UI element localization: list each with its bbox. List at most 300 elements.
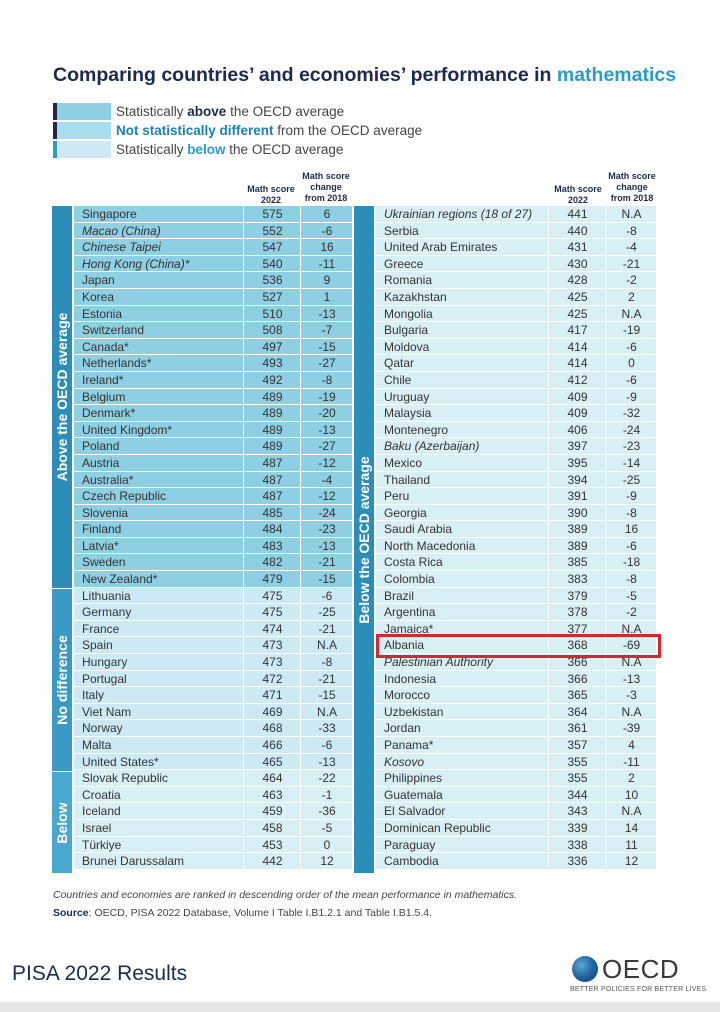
- score-change: 4: [605, 737, 657, 753]
- math-score: 442: [243, 853, 301, 869]
- source-line: Source: OECD, PISA 2022 Database, Volume I Table I.B1.2.1 and Table I.B1.5.4.: [53, 907, 433, 919]
- albania-highlight-box: [376, 634, 661, 658]
- table-row: [74, 637, 352, 654]
- score-change: -13: [300, 754, 353, 770]
- math-score: 475: [243, 588, 301, 604]
- legend-swatch-nodiff: [53, 122, 111, 139]
- table-row: [376, 223, 656, 240]
- score-change: -12: [300, 488, 353, 504]
- score-change: -6: [605, 339, 657, 355]
- math-score: 366: [548, 654, 606, 670]
- country-name: Uzbekistan: [384, 704, 444, 719]
- table-row: [376, 820, 656, 837]
- country-name: Ireland*: [82, 372, 124, 387]
- country-name: Bulgaria: [384, 323, 429, 338]
- score-change: 0: [605, 355, 657, 371]
- math-score: 575: [243, 206, 301, 222]
- table-row: [74, 389, 352, 406]
- country-name: Jamaica*: [384, 621, 434, 636]
- math-score: 441: [548, 206, 606, 222]
- math-score: 428: [548, 272, 606, 288]
- math-score: 484: [243, 521, 301, 537]
- table-row: [74, 488, 352, 505]
- score-change: -24: [300, 505, 353, 521]
- legend-swatch-below: [53, 141, 111, 158]
- table-row: [376, 289, 656, 306]
- country-name: Canada*: [82, 339, 129, 354]
- table-row: [376, 455, 656, 472]
- score-change: -21: [300, 621, 353, 637]
- table-row: [74, 571, 352, 588]
- country-name: Hungary: [82, 655, 128, 670]
- table-row: [74, 289, 352, 306]
- country-name: Sweden: [82, 555, 126, 570]
- score-change: -15: [300, 571, 353, 587]
- math-score: 414: [548, 339, 606, 355]
- country-name: Peru: [384, 489, 410, 504]
- page-title: [53, 64, 676, 87]
- table-row: [74, 538, 352, 555]
- country-name: Belgium: [82, 389, 126, 404]
- country-name: Argentina: [384, 605, 436, 620]
- band-below-right: Below the OECD average: [354, 206, 374, 873]
- math-score: 338: [548, 837, 606, 853]
- country-name: Romania: [384, 273, 433, 288]
- table-row: [376, 355, 656, 372]
- math-score: 361: [548, 720, 606, 736]
- math-score: 425: [548, 289, 606, 305]
- math-score: 336: [548, 853, 606, 869]
- table-row: [376, 372, 656, 389]
- math-score: 395: [548, 455, 606, 471]
- country-name: Slovenia: [82, 505, 129, 520]
- table-row: [74, 339, 352, 356]
- table-row: [376, 588, 656, 605]
- country-name: Cambodia: [384, 854, 439, 869]
- math-score: 473: [243, 654, 301, 670]
- country-name: Denmark*: [82, 406, 136, 421]
- math-score: 479: [243, 571, 301, 587]
- score-change: 11: [605, 837, 657, 853]
- score-change: 2: [605, 770, 657, 786]
- math-score: 487: [243, 488, 301, 504]
- country-name: France: [82, 621, 120, 636]
- country-name: Iceland: [82, 804, 121, 819]
- country-name: Indonesia: [384, 671, 437, 686]
- country-name: Dominican Republic: [384, 820, 491, 835]
- math-score: 344: [548, 787, 606, 803]
- table-row: [74, 455, 352, 472]
- math-score: 417: [548, 322, 606, 338]
- score-change: -12: [300, 455, 353, 471]
- score-change: -13: [300, 422, 353, 438]
- country-name: Viet Nam: [82, 704, 132, 719]
- score-change: -13: [300, 538, 353, 554]
- math-score: 425: [548, 306, 606, 322]
- math-score: 389: [548, 521, 606, 537]
- score-change: N.A: [605, 803, 657, 819]
- score-change: -23: [300, 521, 353, 537]
- table-row: [376, 206, 656, 223]
- score-change: -13: [605, 671, 657, 687]
- score-change: -15: [300, 687, 353, 703]
- math-score: 489: [243, 389, 301, 405]
- math-score: 389: [548, 538, 606, 554]
- score-change: -3: [605, 687, 657, 703]
- country-name: Brazil: [384, 588, 415, 603]
- country-name: United States*: [82, 754, 159, 769]
- math-score: 487: [243, 455, 301, 471]
- math-score: 355: [548, 770, 606, 786]
- math-score: 406: [548, 422, 606, 438]
- country-name: Philippines: [384, 771, 443, 786]
- table-row: [376, 571, 656, 588]
- table-row: [74, 554, 352, 571]
- table-row: [74, 720, 352, 737]
- country-name: Israel: [82, 820, 112, 835]
- math-score: 485: [243, 505, 301, 521]
- table-row: [376, 521, 656, 538]
- score-change: 14: [605, 820, 657, 836]
- band-no-difference: No difference: [52, 589, 72, 771]
- country-name: Chile: [384, 372, 412, 387]
- country-name: Slovak Republic: [82, 771, 169, 786]
- country-name: Poland: [82, 439, 120, 454]
- table-row: [74, 223, 352, 240]
- country-name: Chinese Taipei: [82, 240, 161, 255]
- table-row: [376, 488, 656, 505]
- table-row: [74, 505, 352, 522]
- table-row: [376, 704, 656, 721]
- math-score: 379: [548, 588, 606, 604]
- country-name: Lithuania: [82, 588, 131, 603]
- score-change: -18: [605, 554, 657, 570]
- score-change: -9: [605, 488, 657, 504]
- score-change: 1: [300, 289, 353, 305]
- country-name: Costa Rica: [384, 555, 443, 570]
- math-score: 483: [243, 538, 301, 554]
- math-score: 391: [548, 488, 606, 504]
- table-row: [376, 306, 656, 323]
- table-row: [376, 770, 656, 787]
- band-above: Above the OECD average: [52, 206, 72, 588]
- title-text: Comparing countries’ and economies’ performance in: [53, 64, 557, 86]
- math-score: 547: [243, 239, 301, 255]
- score-change: 12: [605, 853, 657, 869]
- math-score: 357: [548, 737, 606, 753]
- math-score: 493: [243, 355, 301, 371]
- score-change: -21: [300, 554, 353, 570]
- oecd-logo: [570, 954, 710, 996]
- score-change: -25: [300, 604, 353, 620]
- math-score: 510: [243, 306, 301, 322]
- country-name: Serbia: [384, 223, 419, 238]
- table-row: [376, 687, 656, 704]
- footer-title: PISA 2022 Results: [12, 962, 188, 985]
- table-row: [74, 405, 352, 422]
- math-score: 469: [243, 704, 301, 720]
- score-change: 16: [605, 521, 657, 537]
- country-name: Hong Kong (China)*: [82, 256, 190, 271]
- math-score: 540: [243, 256, 301, 272]
- math-score: 365: [548, 687, 606, 703]
- country-name: Finland: [82, 522, 122, 537]
- score-change: -8: [605, 571, 657, 587]
- legend-no-difference: Not statistically different from the OECD average: [53, 122, 473, 139]
- country-name: Ukrainian regions (18 of 27): [384, 207, 533, 221]
- score-change: -15: [300, 339, 353, 355]
- table-row: [74, 322, 352, 339]
- math-score: 475: [243, 604, 301, 620]
- score-change: -2: [605, 272, 657, 288]
- score-change: 10: [605, 787, 657, 803]
- score-change: -19: [605, 322, 657, 338]
- score-change: N.A: [605, 206, 657, 222]
- score-change: -5: [300, 820, 353, 836]
- math-score: 409: [548, 405, 606, 421]
- country-name: Japan: [82, 273, 115, 288]
- table-row: [376, 472, 656, 489]
- country-name: Spain: [82, 638, 113, 653]
- band-below: Below: [52, 772, 72, 873]
- table-row: [376, 256, 656, 273]
- country-name: Saudi Arabia: [384, 522, 453, 537]
- score-change: -33: [300, 720, 353, 736]
- country-name: Thailand: [384, 472, 431, 487]
- math-score: 482: [243, 554, 301, 570]
- table-row: [376, 272, 656, 289]
- country-name: Mongolia: [384, 306, 433, 321]
- score-change: -4: [605, 239, 657, 255]
- score-change: -6: [300, 737, 353, 753]
- score-change: N.A: [300, 704, 353, 720]
- table-row: [376, 339, 656, 356]
- country-name: New Zealand*: [82, 572, 158, 587]
- country-name: Albania: [384, 638, 425, 653]
- table-row: [376, 720, 656, 737]
- table-row: [74, 737, 352, 754]
- country-name: Georgia: [384, 505, 427, 520]
- table-row: [376, 554, 656, 571]
- math-score: 368: [548, 637, 606, 653]
- score-change: -8: [605, 505, 657, 521]
- math-score: 409: [548, 389, 606, 405]
- score-change: -8: [605, 223, 657, 239]
- table-row: [74, 372, 352, 389]
- math-score: 459: [243, 803, 301, 819]
- country-name: Netherlands*: [82, 356, 152, 371]
- country-name: Korea: [82, 289, 115, 304]
- table-row: [74, 654, 352, 671]
- country-name: Austria: [82, 455, 120, 470]
- country-name: Kazakhstan: [384, 289, 447, 304]
- header-score-right: Math score 2022: [554, 184, 602, 205]
- oecd-tagline: BETTER POLICIES FOR BETTER LIVES: [570, 986, 707, 993]
- country-name: Qatar: [384, 356, 415, 371]
- score-change: -27: [300, 438, 353, 454]
- table-row: [376, 837, 656, 854]
- table-row: [376, 505, 656, 522]
- score-change: N.A: [605, 621, 657, 637]
- math-score: 527: [243, 289, 301, 305]
- country-name: El Salvador: [384, 804, 446, 819]
- country-name: Palestinian Authority: [384, 655, 493, 670]
- header-score-left: Math score 2022: [247, 184, 295, 205]
- score-change: -39: [605, 720, 657, 736]
- math-score: 474: [243, 621, 301, 637]
- country-name: Singapore: [82, 207, 137, 221]
- table-row: [74, 472, 352, 489]
- score-change: -11: [300, 256, 353, 272]
- table-row: [376, 754, 656, 771]
- score-change: -6: [605, 538, 657, 554]
- score-change: -9: [605, 389, 657, 405]
- score-change: N.A: [605, 306, 657, 322]
- country-name: Estonia: [82, 306, 123, 321]
- table-row: [74, 272, 352, 289]
- score-change: 16: [300, 239, 353, 255]
- country-name: Macao (China): [82, 223, 161, 238]
- math-score: 536: [243, 272, 301, 288]
- legend-below: Statistically below the OECD average: [53, 141, 473, 158]
- math-score: 497: [243, 339, 301, 355]
- country-name: Brunei Darussalam: [82, 854, 185, 869]
- math-score: 463: [243, 787, 301, 803]
- score-change: -6: [300, 588, 353, 604]
- math-score: 397: [548, 438, 606, 454]
- table-row: [376, 853, 656, 870]
- footnote: Countries and economies are ranked in descending order of the mean performance in mathematics.: [53, 889, 518, 901]
- country-name: Guatemala: [384, 787, 443, 802]
- table-row: [74, 770, 352, 787]
- table-row: [74, 820, 352, 837]
- score-change: -23: [605, 438, 657, 454]
- country-name: United Kingdom*: [82, 422, 173, 437]
- math-score: 366: [548, 671, 606, 687]
- country-name: North Macedonia: [384, 538, 476, 553]
- math-score: 412: [548, 372, 606, 388]
- score-change: 9: [300, 272, 353, 288]
- country-name: United Arab Emirates: [384, 240, 498, 255]
- math-score: 390: [548, 505, 606, 521]
- score-change: 2: [605, 289, 657, 305]
- score-change: -24: [605, 422, 657, 438]
- table-row: [74, 754, 352, 771]
- math-score: 464: [243, 770, 301, 786]
- table-row: [74, 306, 352, 323]
- score-change: N.A: [605, 654, 657, 670]
- country-name: Croatia: [82, 787, 121, 802]
- table-row: [74, 239, 352, 256]
- math-score: 430: [548, 256, 606, 272]
- country-name: Malta: [82, 738, 112, 752]
- math-score: 487: [243, 472, 301, 488]
- country-name: Panama*: [384, 738, 434, 752]
- score-change: -13: [300, 306, 353, 322]
- table-row: [74, 704, 352, 721]
- table-row: [74, 355, 352, 372]
- country-name: Australia*: [82, 472, 134, 487]
- score-change: -2: [605, 604, 657, 620]
- header-change-right: Math score change from 2018: [608, 171, 656, 203]
- table-row: [74, 787, 352, 804]
- table-row: [74, 853, 352, 870]
- math-score: 440: [548, 223, 606, 239]
- table-row: [376, 671, 656, 688]
- country-name: Jordan: [384, 721, 421, 736]
- country-name: Mexico: [384, 455, 423, 470]
- math-score: 414: [548, 355, 606, 371]
- math-score: 378: [548, 604, 606, 620]
- math-score: 394: [548, 472, 606, 488]
- score-change: -32: [605, 405, 657, 421]
- math-score: 364: [548, 704, 606, 720]
- math-score: 355: [548, 754, 606, 770]
- country-name: Moldova: [384, 339, 430, 354]
- table-row: [74, 604, 352, 621]
- math-score: 466: [243, 737, 301, 753]
- table-row: [74, 588, 352, 605]
- math-score: 489: [243, 405, 301, 421]
- score-change: N.A: [605, 704, 657, 720]
- country-name: Paraguay: [384, 837, 436, 852]
- score-change: -27: [300, 355, 353, 371]
- table-row: [376, 803, 656, 820]
- oecd-logo-text: OECD: [602, 954, 680, 984]
- legend-above: Statistically above the OECD average: [53, 103, 473, 120]
- table-row: [74, 687, 352, 704]
- score-change: -19: [300, 389, 353, 405]
- score-change: -8: [300, 372, 353, 388]
- table-row: [376, 438, 656, 455]
- score-change: -14: [605, 455, 657, 471]
- score-change: -21: [300, 671, 353, 687]
- table-row: [74, 438, 352, 455]
- score-change: -11: [605, 754, 657, 770]
- math-score: 377: [548, 621, 606, 637]
- bottom-bar: [0, 1002, 720, 1012]
- score-change: -6: [300, 223, 353, 239]
- country-name: Norway: [82, 721, 123, 736]
- table-row: [376, 322, 656, 339]
- score-change: -69: [605, 637, 657, 653]
- score-change: -36: [300, 803, 353, 819]
- score-change: -7: [300, 322, 353, 338]
- math-score: 431: [548, 239, 606, 255]
- math-score: 552: [243, 223, 301, 239]
- score-change: -25: [605, 472, 657, 488]
- country-name: Türkiye: [82, 837, 122, 852]
- math-score: 343: [548, 803, 606, 819]
- table-row: [376, 239, 656, 256]
- math-score: 473: [243, 637, 301, 653]
- score-change: -20: [300, 405, 353, 421]
- country-name: Latvia*: [82, 538, 119, 553]
- math-score: 458: [243, 820, 301, 836]
- score-change: -1: [300, 787, 353, 803]
- table-row: [74, 837, 352, 854]
- country-name: Portugal: [82, 671, 127, 686]
- score-change: -21: [605, 256, 657, 272]
- country-name: Malaysia: [384, 406, 432, 421]
- math-score: 339: [548, 820, 606, 836]
- legend-swatch-above: [53, 103, 111, 120]
- score-change: -4: [300, 472, 353, 488]
- table-row: [74, 621, 352, 638]
- country-name: Greece: [384, 256, 424, 271]
- country-name: Czech Republic: [82, 489, 167, 504]
- header-change-left: Math score change from 2018: [302, 171, 350, 203]
